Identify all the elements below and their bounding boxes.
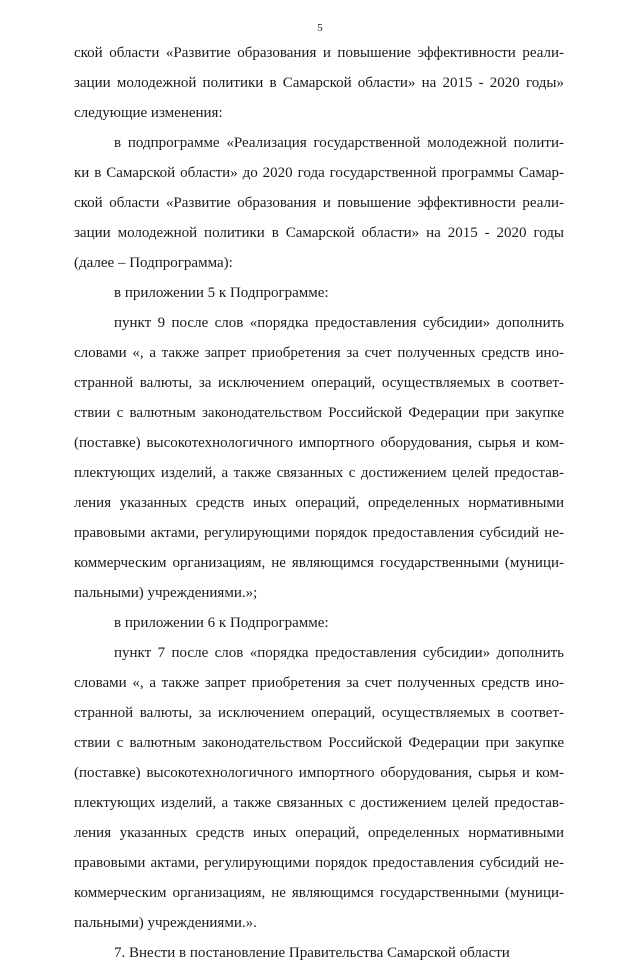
text-line: пальными) учреждениями.»;: [74, 585, 258, 601]
text-line: коммерческим организациям, не являющимся государственными (муници-: [74, 555, 564, 571]
text-line: пальными) учреждениями.».: [74, 915, 257, 931]
text-line: ления указанных средств иных операций, определенных нормативными: [74, 495, 564, 511]
paragraph-annex6: [74, 608, 564, 638]
paragraph-item7: [74, 638, 564, 938]
text-line: странной валюты, за исключением операций, осуществляемых в соответ-: [74, 375, 564, 391]
text-line: плектующих изделий, а также связанных с достижением целей предостав-: [74, 465, 564, 481]
document-body: [74, 38, 564, 968]
paragraph-intro: [74, 38, 564, 128]
text-line: 7. Внести в постановление Правительства Самарской области: [114, 945, 510, 961]
text-line: коммерческим организациям, не являющимся государственными (муници-: [74, 885, 564, 901]
text-line: ки в Самарской области» до 2020 года государственной программы Самар-: [74, 165, 564, 181]
text-line: ской области «Развитие образования и повышение эффективности реали-: [74, 45, 564, 61]
text-line: странной валюты, за исключением операций, осуществляемых в соответ-: [74, 705, 564, 721]
paragraph-annex5: [74, 278, 564, 308]
paragraph-point7: [74, 938, 564, 968]
text-line: ствии с валютным законодательством Российской Федерации при закупке: [74, 405, 564, 421]
text-line: (поставке) высокотехнологичного импортного оборудования, сырья и ком-: [74, 765, 564, 781]
text-line: ствии с валютным законодательством Российской Федерации при закупке: [74, 735, 564, 751]
paragraph-item9: [74, 308, 564, 608]
text-line: пункт 9 после слов «порядка предоставления субсидии» дополнить: [114, 315, 564, 331]
text-line: ской области «Развитие образования и повышение эффективности реали-: [74, 195, 564, 211]
paragraph-subprogram: [74, 128, 564, 278]
text-line: правовыми актами, регулирующими порядок предоставления субсидий не-: [74, 525, 564, 541]
text-line: словами «, а также запрет приобретения за счет полученных средств ино-: [74, 345, 564, 361]
text-line: (далее – Подпрограмма):: [74, 255, 233, 271]
text-line: словами «, а также запрет приобретения за счет полученных средств ино-: [74, 675, 564, 691]
page-number: 5: [317, 22, 323, 34]
text-line: ления указанных средств иных операций, определенных нормативными: [74, 825, 564, 841]
text-line: в приложении 6 к Подпрограмме:: [114, 615, 329, 631]
text-line: правовыми актами, регулирующими порядок предоставления субсидий не-: [74, 855, 564, 871]
text-line: зации молодежной политики в Самарской области» на 2015 - 2020 годы»: [74, 75, 564, 91]
text-line: следующие изменения:: [74, 105, 223, 121]
text-line: (поставке) высокотехнологичного импортного оборудования, сырья и ком-: [74, 435, 564, 451]
text-line: пункт 7 после слов «порядка предоставления субсидии» дополнить: [114, 645, 564, 661]
text-line: зации молодежной политики в Самарской области» на 2015 - 2020 годы: [74, 225, 564, 241]
text-line: плектующих изделий, а также связанных с достижением целей предостав-: [74, 795, 564, 811]
text-line: в приложении 5 к Подпрограмме:: [114, 285, 329, 301]
text-line: в подпрограмме «Реализация государственной молодежной полити-: [114, 135, 564, 151]
